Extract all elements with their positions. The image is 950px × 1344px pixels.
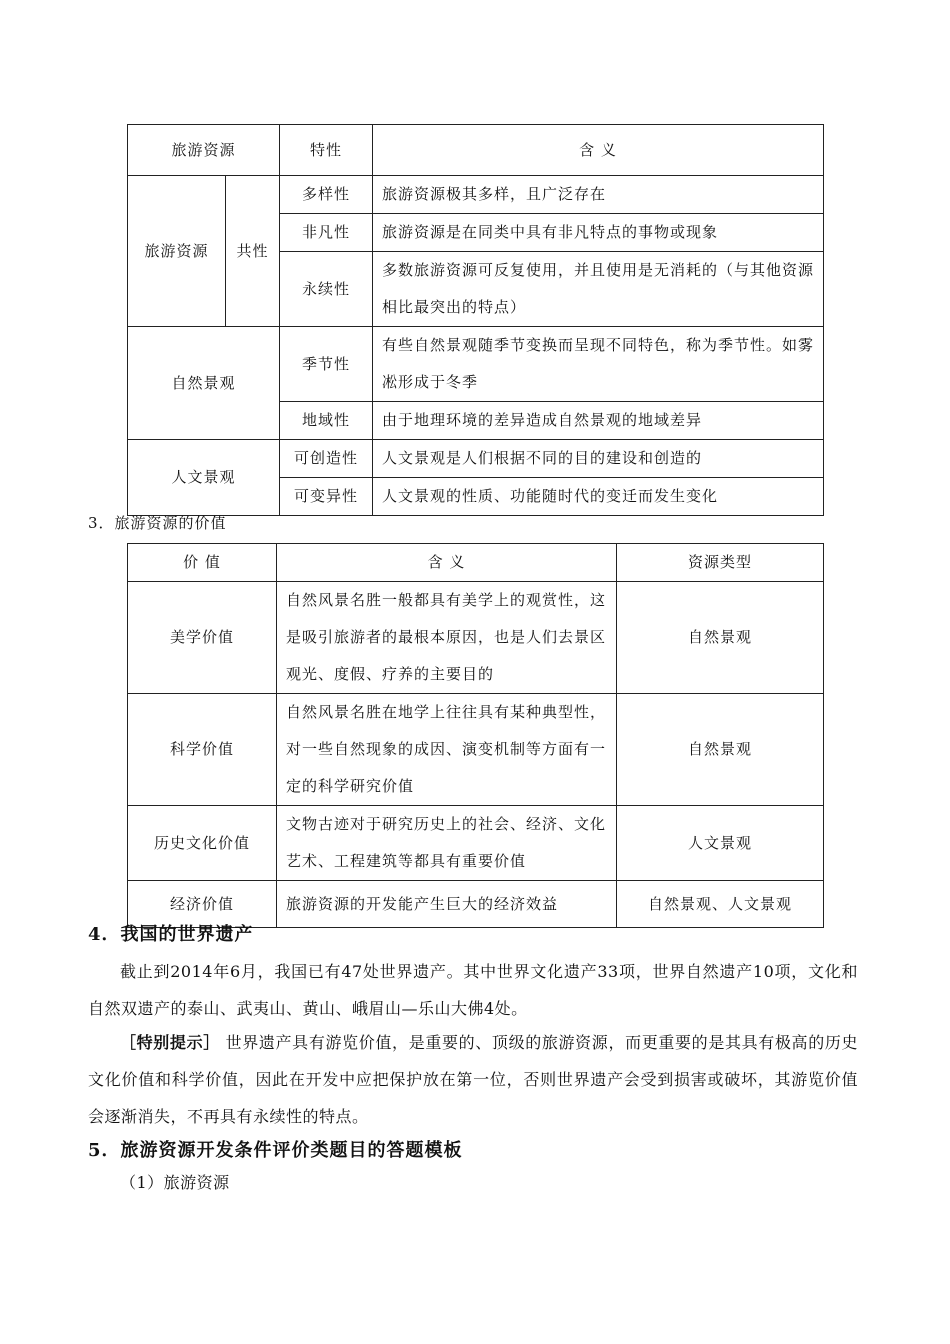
section-4-title: 4．我国的世界遗产 — [88, 924, 254, 945]
meaning-cell: 自然风景名胜在地学上往往具有某种典型性，对一些自然现象的成因、演变机制等方面有一定的科学研究价值 — [277, 694, 617, 806]
type-cell: 自然景观 — [617, 582, 824, 694]
special-tip-text: 世界遗产具有游览价值，是重要的、顶级的旅游资源，而更重要的是其具有极高的历史文化价值和科学价值，因此在开发中应把保护放在第一位，否则世界遗产会受到损害或破坏，其游览价值会逐渐消失，不再具有永续性的特点。 — [88, 1033, 858, 1126]
type-cell: 自然景观、人文景观 — [617, 881, 824, 928]
value-cell: 美学价值 — [128, 582, 277, 694]
meaning-cell: 多数旅游资源可反复使用，并且使用是无消耗的（与其他资源相比最突出的特点） — [373, 252, 824, 327]
group-common-traits: 共性 — [226, 176, 280, 327]
group-cultural-landscape: 人文景观 — [128, 440, 280, 516]
meaning-cell: 文物古迹对于研究历史上的社会、经济、文化艺术、工程建筑等都具有重要价值 — [277, 806, 617, 881]
header-resource: 旅游资源 — [128, 125, 280, 176]
value-cell: 科学价值 — [128, 694, 277, 806]
value-cell: 历史文化价值 — [128, 806, 277, 881]
meaning-cell: 自然风景名胜一般都具有美学上的观赏性，这是吸引旅游者的最根本原因，也是人们去景区观光、度假、疗养的主要目的 — [277, 582, 617, 694]
property-cell: 可创造性 — [280, 440, 373, 478]
meaning-cell: 旅游资源是在同类中具有非凡特点的事物或现象 — [373, 214, 824, 252]
subsection-1-title: （1）旅游资源 — [120, 1173, 230, 1192]
header-meaning: 含 义 — [277, 544, 617, 582]
property-cell: 地域性 — [280, 402, 373, 440]
resource-value-table — [127, 543, 824, 928]
meaning-cell: 有些自然景观随季节变换而呈现不同特色，称为季节性。如雾凇形成于冬季 — [373, 327, 824, 402]
group-tourism-resource: 旅游资源 — [128, 176, 226, 327]
meaning-cell: 人文景观的性质、功能随时代的变迁而发生变化 — [373, 478, 824, 516]
special-tip-label: ［特别提示］ — [120, 1033, 220, 1052]
header-value: 价 值 — [128, 544, 277, 582]
meaning-cell: 人文景观是人们根据不同的目的建设和创造的 — [373, 440, 824, 478]
property-cell: 可变异性 — [280, 478, 373, 516]
property-cell: 季节性 — [280, 327, 373, 402]
type-cell: 自然景观 — [617, 694, 824, 806]
special-tip-paragraph — [88, 1024, 858, 1135]
header-property: 特性 — [280, 125, 373, 176]
property-cell: 多样性 — [280, 176, 373, 214]
property-cell: 永续性 — [280, 252, 373, 327]
type-cell: 人文景观 — [617, 806, 824, 881]
group-natural-landscape: 自然景观 — [128, 327, 280, 440]
world-heritage-paragraph: 截止到2014年6月，我国已有47处世界遗产。其中世界文化遗产33项，世界自然遗产10项，文化和自然双遗产的泰山、武夷山、黄山、峨眉山—乐山大佛4处。 — [88, 962, 858, 1018]
section-3-title: 3．旅游资源的价值 — [88, 514, 227, 532]
property-cell: 非凡性 — [280, 214, 373, 252]
meaning-cell: 旅游资源极其多样，且广泛存在 — [373, 176, 824, 214]
header-type: 资源类型 — [617, 544, 824, 582]
meaning-cell: 旅游资源的开发能产生巨大的经济效益 — [277, 881, 617, 928]
value-cell: 经济价值 — [128, 881, 277, 928]
header-meaning: 含 义 — [373, 125, 824, 176]
section-5-title: 5．旅游资源开发条件评价类题目的答题模板 — [88, 1140, 463, 1161]
resource-characteristics-table — [127, 124, 824, 516]
meaning-cell: 由于地理环境的差异造成自然景观的地域差异 — [373, 402, 824, 440]
